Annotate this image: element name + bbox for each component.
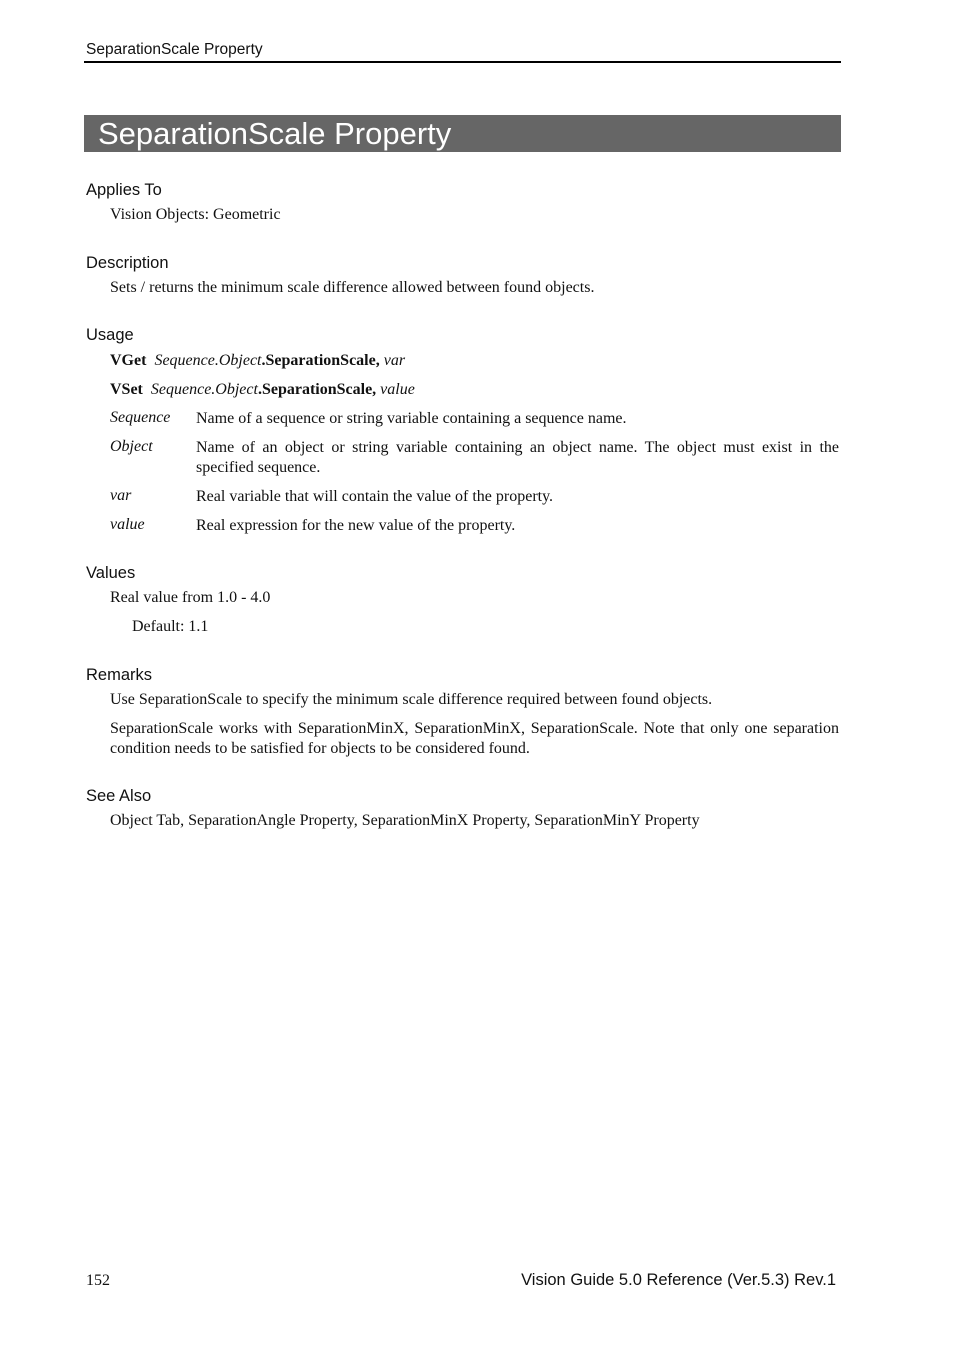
footer-title: Vision Guide 5.0 Reference (Ver.5.3) Rev.1 — [521, 1271, 836, 1289]
see-also-text: Object Tab, SeparationAngle Property, SeparationMinX Property, SeparationMinY Property — [110, 812, 700, 829]
running-header: SeparationScale Property — [86, 41, 263, 58]
values-text: Real value from 1.0 - 4.0 — [110, 589, 271, 606]
vset-keyword: VSet — [110, 381, 143, 398]
param-name-sequence: Sequence — [110, 409, 171, 426]
param-name-var: var — [110, 487, 132, 504]
page-title: SeparationScale Property — [84, 115, 841, 152]
param-desc-var: Real variable that will contain the value of the property. — [196, 488, 554, 505]
vset-property: .SeparationScale, — [257, 381, 377, 398]
param-desc-sequence: Name of a sequence or string variable containing a sequence name. — [196, 410, 627, 427]
description-text: Sets / returns the minimum scale difference allowed between found objects. — [110, 279, 595, 296]
values-heading: Values — [86, 564, 136, 582]
page-number: 152 — [86, 1272, 110, 1289]
param-name-object: Object — [110, 438, 153, 455]
param-desc-value: Real expression for the new value of the property. — [196, 517, 516, 534]
usage-vset-syntax — [110, 380, 415, 400]
vget-keyword: VGet — [110, 352, 147, 369]
param-desc-object: Name of an object or string variable containing an object name. The object must exist in the specified sequence. — [196, 439, 839, 476]
remarks-heading: Remarks — [86, 666, 153, 684]
header-rule — [84, 61, 841, 63]
usage-heading: Usage — [86, 326, 134, 344]
vget-object-path: Sequence.Object — [154, 352, 262, 369]
param-name-value: value — [110, 516, 145, 533]
vset-object-path: Sequence.Object — [150, 381, 258, 398]
applies-to-heading: Applies To — [86, 181, 162, 199]
remarks-paragraph-1: Use SeparationScale to specify the minimum scale difference required between found objects. — [110, 691, 713, 708]
vget-property: .SeparationScale, — [261, 352, 380, 369]
applies-to-text: Vision Objects: Geometric — [110, 206, 281, 223]
vget-argument: var — [383, 352, 406, 369]
values-default: Default: 1.1 — [132, 618, 209, 635]
usage-vget-syntax — [110, 351, 405, 371]
remarks-paragraph-2: SeparationScale works with SeparationMinX, SeparationMinX, SeparationScale. Note that only one separation condition needs to be satisfied for objects to be considered found. — [110, 720, 839, 757]
vset-argument: value — [380, 381, 415, 398]
see-also-heading: See Also — [86, 787, 152, 805]
description-heading: Description — [86, 254, 169, 272]
